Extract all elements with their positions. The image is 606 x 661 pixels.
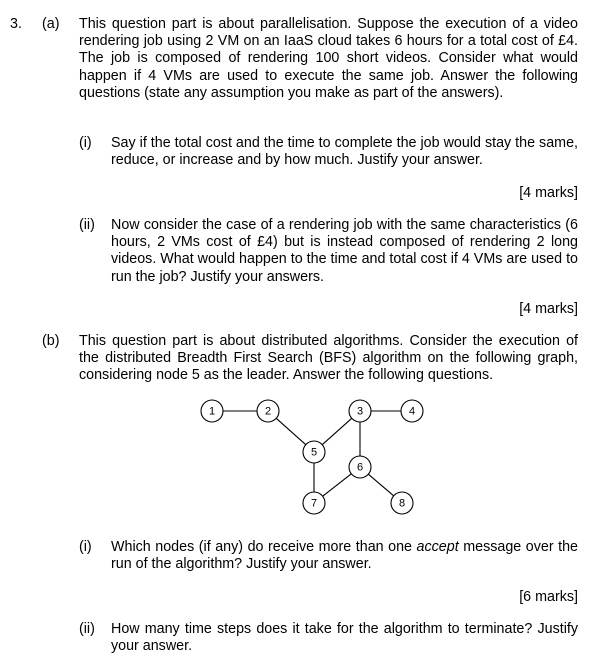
graph-node-label: 8 (398, 497, 406, 510)
graph-node-1 (201, 400, 223, 422)
graph-node-label: 6 (356, 461, 364, 474)
graph-node-label: 1 (208, 405, 216, 418)
part-a-i-text: Say if the total cost and the time to complete the job would stay the same, reduce, or increase and by how much. Justify your answer. (111, 135, 578, 169)
graph-node-5 (303, 441, 325, 463)
part-a-i-marks: [4 marks] (519, 185, 578, 201)
part-b-i-text (111, 539, 578, 573)
question-number: 3. (10, 16, 22, 32)
graph-node-label: 2 (264, 405, 272, 418)
part-b-i-marks: [6 marks] (519, 589, 578, 605)
part-a-label: (a) (42, 16, 60, 32)
part-b-ii-label: (ii) (79, 621, 95, 637)
graph-node-6 (349, 456, 371, 478)
part-b-label: (b) (42, 333, 60, 349)
part-a-i-label: (i) (79, 135, 92, 151)
part-a-ii-marks: [4 marks] (519, 301, 578, 317)
part-b-intro: This question part is about distributed algorithms. Consider the execution of the distributed Breadth First Search (BFS) algorithm on the following graph, considering node 5 as the leader. Answer the following questions. (79, 333, 578, 384)
part-b-i-text-before: Which nodes (if any) do receive more than one (111, 539, 417, 555)
graph-node-3 (349, 400, 371, 422)
graph-edge-6-7 (323, 474, 352, 496)
graph-node-7 (303, 492, 325, 514)
graph-edge-6-8 (368, 474, 393, 496)
graph-node-8 (391, 492, 413, 514)
graph-node-label: 7 (310, 497, 318, 510)
graph-edge-2-5 (276, 418, 306, 444)
graph-node-label: 3 (356, 405, 364, 418)
graph-node-label: 4 (408, 405, 416, 418)
part-b-i-text-em: accept (416, 539, 459, 555)
part-a-ii-label: (ii) (79, 217, 95, 233)
graph-node-2 (257, 400, 279, 422)
graph-node-label: 5 (310, 446, 318, 459)
graph-node-4 (401, 400, 423, 422)
part-a-ii-text: Now consider the case of a rendering job with the same characteristics (6 hours, 2 VMs cost of £4) but is instead composed of rendering 2 long videos. What would happen to the time and total cost if 4 VMs are used to run the job? Justify your answers. (111, 217, 578, 285)
part-b-ii-text: How many time steps does it take for the algorithm to terminate? Justify your answer. (111, 621, 578, 655)
part-b-i-label: (i) (79, 539, 92, 555)
part-b-i-text-after: message over the run of the algorithm? Justify your answer. (111, 539, 579, 573)
graph-edge-3-5 (322, 418, 352, 444)
part-a-intro: This question part is about parallelisation. Suppose the execution of a video rendering job using 2 VM on an IaaS cloud takes 6 hours for a total cost of £4. The job is composed of rendering 100 short videos. Consider what would happen if 4 VMs are used to execute the same job. Answer the following questions (state any assumption you make as part of the answers). (79, 16, 578, 101)
